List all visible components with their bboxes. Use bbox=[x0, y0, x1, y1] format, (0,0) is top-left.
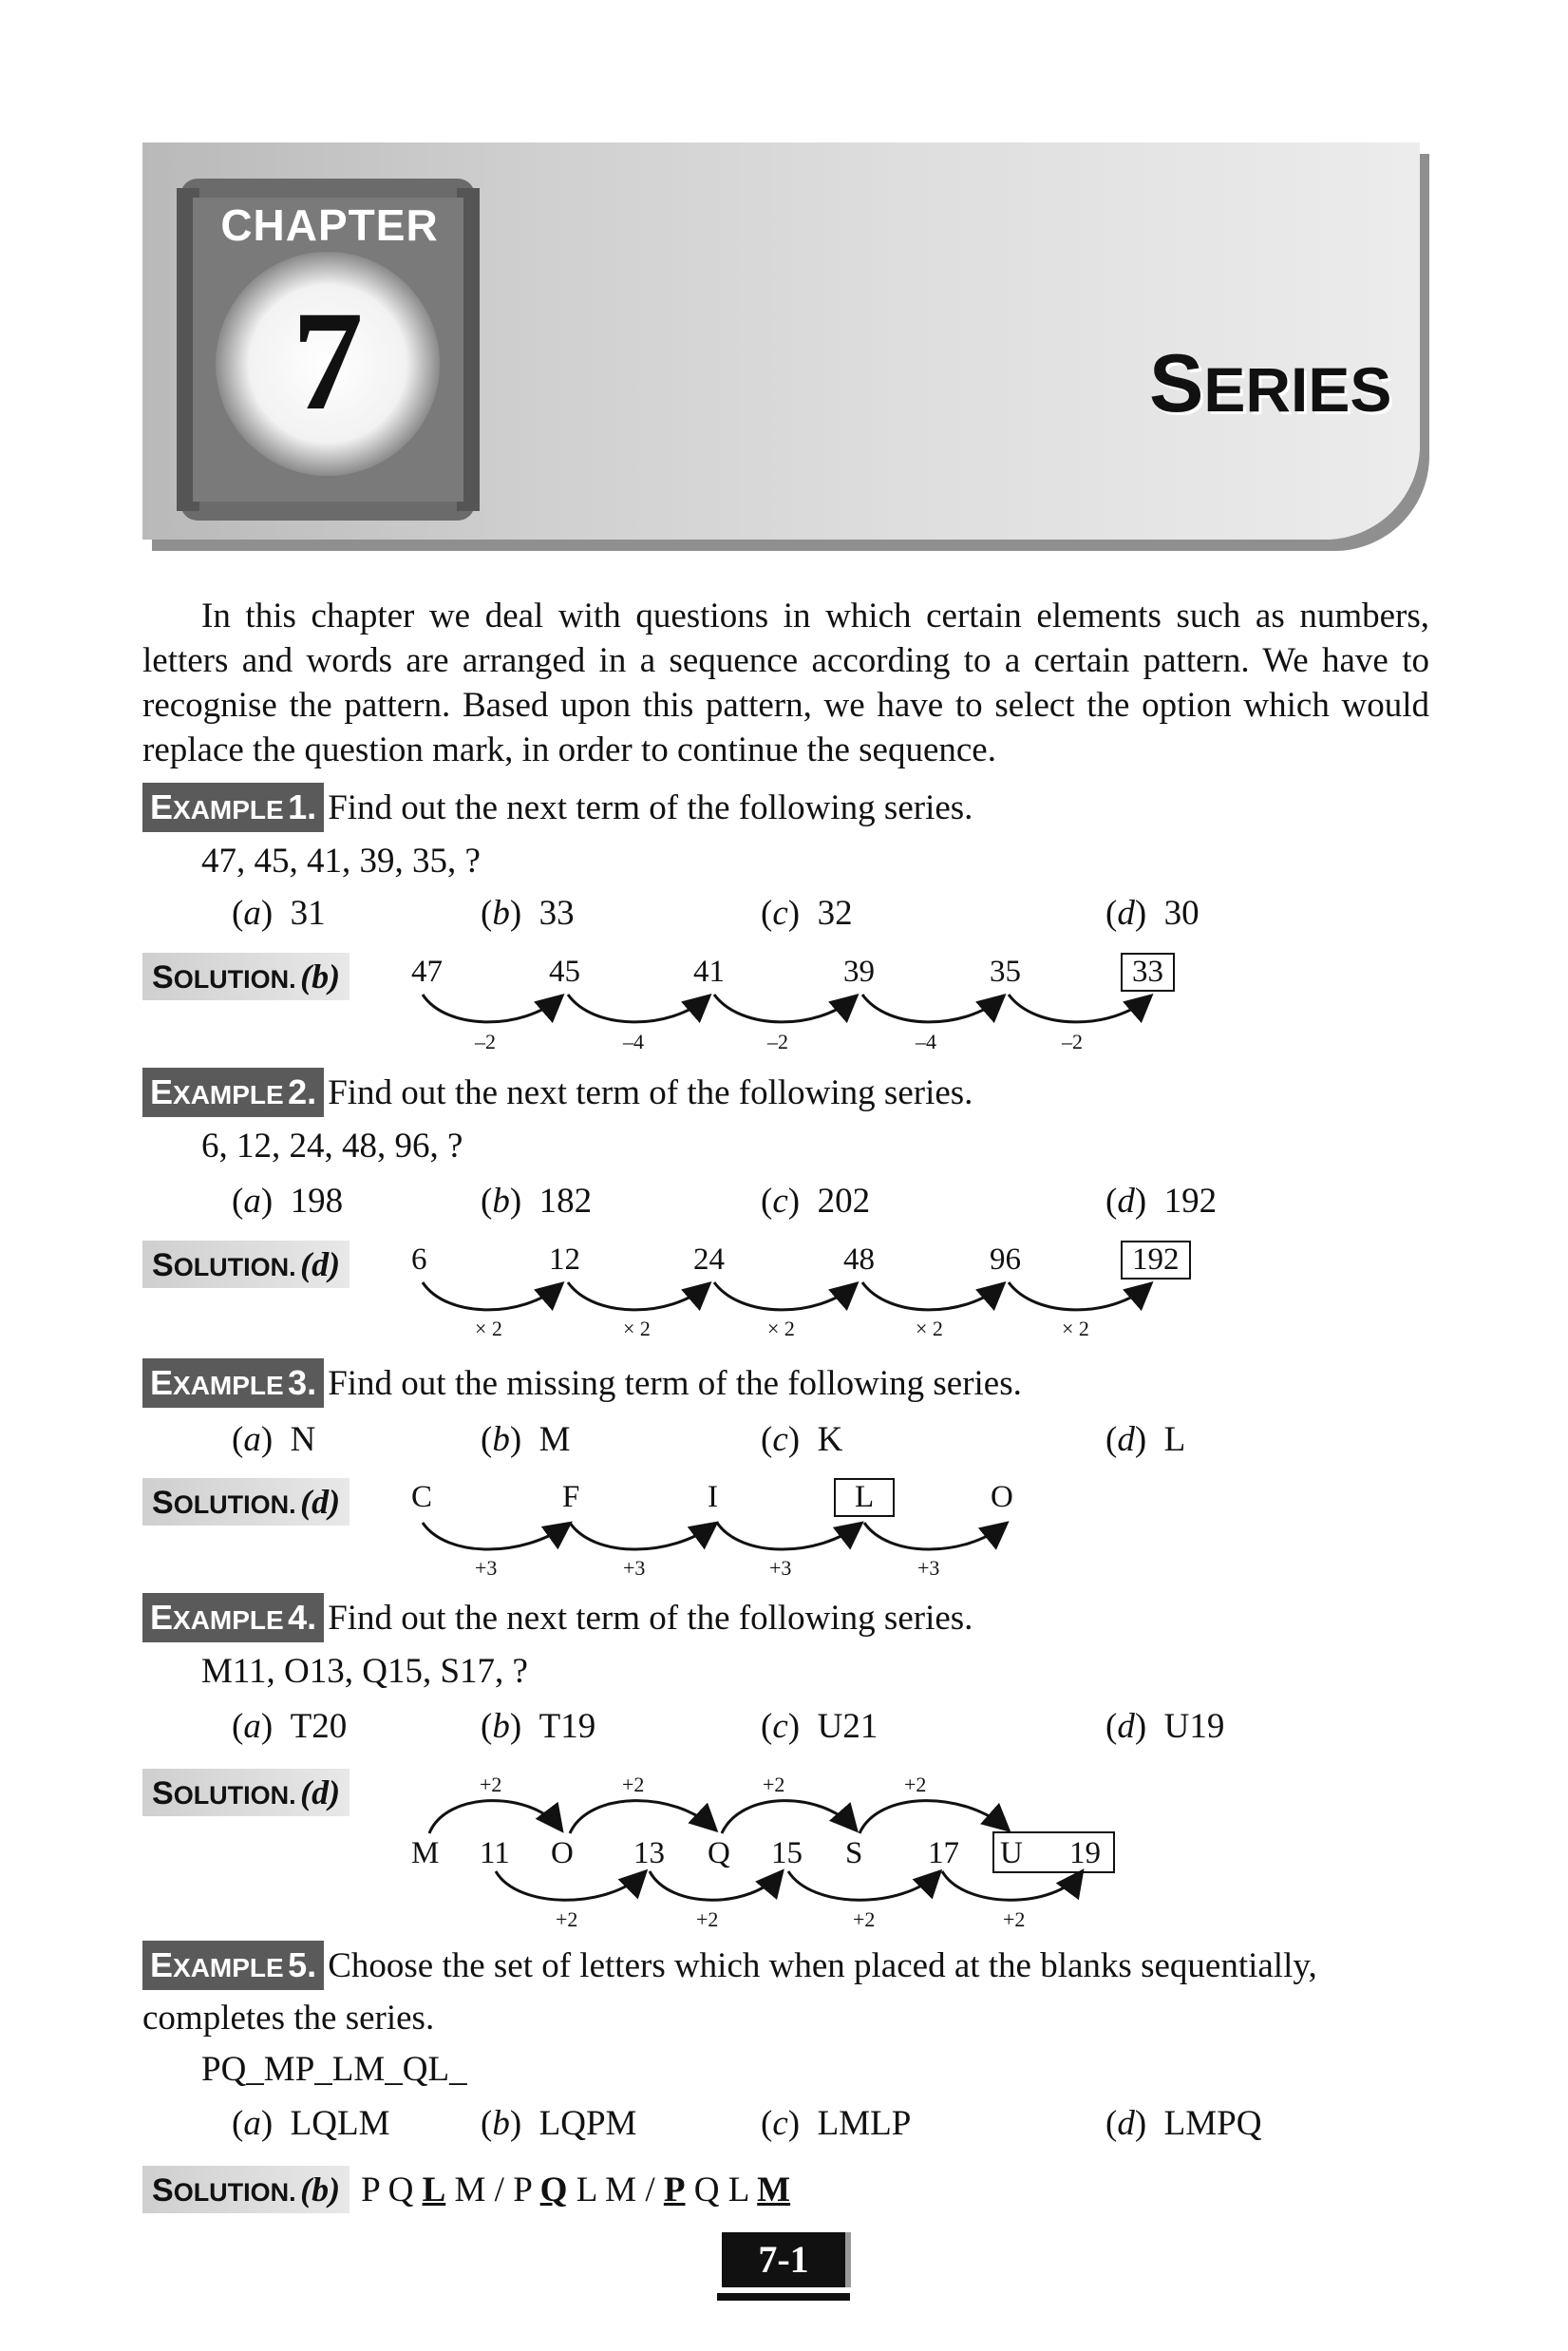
series-term: S bbox=[845, 1836, 863, 1870]
example-question: Find out the next term of the following series. bbox=[328, 1073, 973, 1112]
solution-label: SOLUTION. (d) bbox=[142, 1478, 349, 1526]
series-op: × 2 bbox=[623, 1317, 651, 1340]
option-c: (c) 202 bbox=[761, 1182, 871, 1221]
series-term: 39 bbox=[843, 955, 875, 989]
series-op: +2 bbox=[853, 1907, 876, 1931]
example-label: EXAMPLE 1. bbox=[142, 783, 324, 832]
example-label: EXAMPLE 2. bbox=[142, 1068, 324, 1117]
option-a: (a) 31 bbox=[232, 894, 326, 933]
solution-label: SOLUTION. (b) bbox=[142, 953, 349, 1000]
series-op: +2 bbox=[904, 1773, 927, 1796]
option-d: (d) U19 bbox=[1105, 1707, 1225, 1746]
solution-5 bbox=[142, 2166, 790, 2213]
series-op: +2 bbox=[556, 1907, 578, 1931]
option-c: (c) U21 bbox=[761, 1707, 878, 1746]
series-term: 35 bbox=[990, 955, 1021, 989]
series-term: Q bbox=[708, 1836, 730, 1870]
series-op: × 2 bbox=[475, 1317, 502, 1340]
option-c: (c) 32 bbox=[761, 894, 853, 933]
example-series: 6, 12, 24, 48, 96, ? bbox=[201, 1127, 463, 1166]
option-a: (a) T20 bbox=[232, 1707, 348, 1746]
answer-term: 192 bbox=[1121, 1241, 1191, 1280]
series-term: F bbox=[562, 1480, 580, 1514]
series-term: 17 bbox=[928, 1836, 959, 1870]
example-label: EXAMPLE 3. bbox=[142, 1358, 324, 1408]
series-op: +2 bbox=[480, 1773, 502, 1796]
series-op: × 2 bbox=[1062, 1317, 1089, 1340]
series-op: +3 bbox=[769, 1556, 792, 1580]
series-op: +3 bbox=[475, 1556, 498, 1580]
answer-term: U bbox=[1000, 1836, 1023, 1870]
page-number: 7-1 bbox=[722, 2232, 845, 2287]
option-d: (d) L bbox=[1105, 1420, 1186, 1459]
series-term: 47 bbox=[411, 955, 443, 989]
series-term: O bbox=[991, 1480, 1013, 1514]
series-op: +2 bbox=[696, 1907, 719, 1931]
series-term: 6 bbox=[411, 1242, 427, 1277]
series-op: +2 bbox=[763, 1773, 785, 1796]
series-term: O bbox=[551, 1836, 574, 1870]
answer-term: 19 bbox=[1069, 1836, 1101, 1870]
series-term: C bbox=[411, 1480, 433, 1514]
example-question: Find out the next term of the following series. bbox=[328, 1599, 973, 1638]
option-b: (b) LQPM bbox=[481, 2104, 637, 2143]
example-series: M11, O13, Q15, S17, ? bbox=[201, 1652, 528, 1691]
series-op: –2 bbox=[767, 1030, 788, 1053]
option-b: (b) T19 bbox=[481, 1707, 596, 1746]
series-term: M bbox=[411, 1836, 440, 1870]
series-term: 24 bbox=[693, 1242, 725, 1277]
series-term: 48 bbox=[843, 1242, 875, 1277]
series-op: –4 bbox=[916, 1030, 936, 1053]
example-series: PQ_MP_LM_QL_ bbox=[201, 2050, 467, 2089]
example-label: EXAMPLE 4. bbox=[142, 1593, 324, 1642]
title-initial: S bbox=[1149, 338, 1204, 429]
example-series: 47, 45, 41, 39, 35, ? bbox=[201, 842, 481, 881]
series-op: +2 bbox=[1003, 1907, 1026, 1931]
option-d: (d) 30 bbox=[1105, 894, 1200, 933]
solution-label: SOLUTION. (b) bbox=[142, 2166, 349, 2213]
series-term: 45 bbox=[549, 955, 580, 989]
example-label: EXAMPLE 5. bbox=[142, 1941, 324, 1990]
solution-answer: P Q L M / P Q L M / P Q L M bbox=[361, 2171, 791, 2209]
option-a: (a) N bbox=[232, 1420, 316, 1459]
intro-text: In this chapter we deal with questions in which certain elements such as numbers, letters and words are arranged in a sequence according to a certain pattern. We have to recognise the pattern. Based upon this pattern, we have to select the option which would replace the question mark, in order to continue the sequence. bbox=[142, 597, 1429, 769]
answer-term: L bbox=[834, 1478, 895, 1517]
chapter-word: CHAPTER bbox=[220, 200, 439, 250]
option-d: (d) LMPQ bbox=[1105, 2104, 1262, 2143]
solution-label: SOLUTION. (d) bbox=[142, 1769, 349, 1816]
series-op: –2 bbox=[1062, 1030, 1083, 1053]
series-op: +3 bbox=[623, 1556, 646, 1580]
example-question: Find out the next term of the following series. bbox=[328, 788, 973, 827]
series-op: –2 bbox=[475, 1030, 496, 1053]
series-term: I bbox=[708, 1480, 718, 1514]
option-b: (b) 182 bbox=[481, 1182, 593, 1221]
chapter-number: 7 bbox=[292, 282, 364, 440]
series-op: +2 bbox=[622, 1773, 645, 1796]
page-number-underline bbox=[717, 2293, 850, 2301]
example-question: Choose the set of letters which when placed at the blanks sequentially, completes the series. bbox=[142, 1946, 1317, 2038]
series-op: +3 bbox=[917, 1556, 940, 1580]
series-term: 13 bbox=[633, 1836, 665, 1870]
series-op: × 2 bbox=[767, 1317, 795, 1340]
option-a: (a) LQLM bbox=[232, 2104, 390, 2143]
series-term: 11 bbox=[480, 1836, 510, 1870]
option-a: (a) 198 bbox=[232, 1182, 344, 1221]
option-d: (d) 192 bbox=[1105, 1182, 1218, 1221]
series-term: 15 bbox=[771, 1836, 803, 1870]
series-term: 96 bbox=[990, 1242, 1021, 1277]
option-c: (c) LMLP bbox=[761, 2104, 912, 2143]
example-question: Find out the missing term of the following series. bbox=[328, 1364, 1022, 1403]
answer-term: 33 bbox=[1121, 953, 1175, 992]
series-term: 12 bbox=[549, 1242, 580, 1277]
title-rest: ERIES bbox=[1203, 354, 1392, 425]
option-b: (b) 33 bbox=[481, 894, 575, 933]
series-op: –4 bbox=[623, 1030, 644, 1053]
option-b: (b) M bbox=[481, 1420, 571, 1459]
example-5 bbox=[142, 1941, 1429, 2048]
series-term: 41 bbox=[693, 955, 725, 989]
solution-label: SOLUTION. (d) bbox=[142, 1241, 349, 1288]
series-op: × 2 bbox=[916, 1317, 943, 1340]
option-c: (c) K bbox=[761, 1420, 843, 1459]
